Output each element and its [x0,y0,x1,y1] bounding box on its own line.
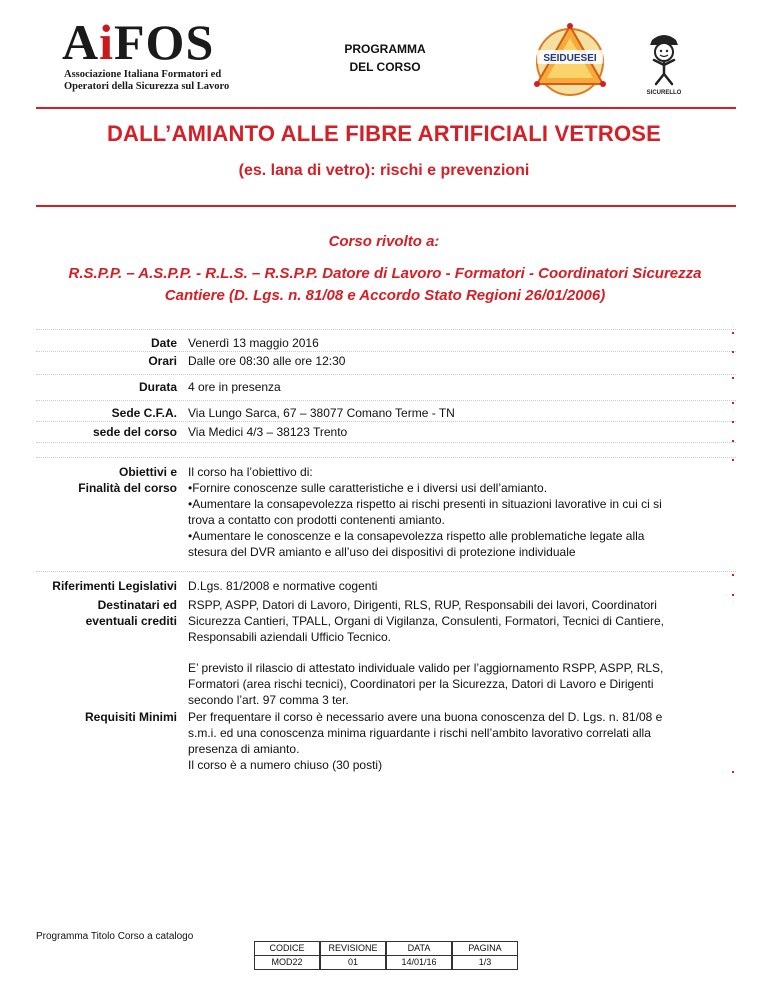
footer-table [254,941,518,970]
row-marker [732,459,734,461]
date-label: Date [150,336,177,350]
row-marker [732,332,734,334]
destinatari-label: Destinatari ed eventuali crediti [85,598,177,628]
row-divider [36,400,736,401]
durata-label: Durata [138,380,177,394]
footer-header-codice: CODICE [255,942,320,956]
obiettivi-value: Il corso ha l’obiettivo di: •Fornire conoscenze sulle caratteristiche e i diversi usi dell’amianto. •Aumentare la consapevolezza rispetto ai rischi presenti in situazioni lavorative in cui ci si trova a contatto con prodotti contenenti amianto. •Aumentare le conoscenze e la consapevolezza rispetto alle problematiche legate alla stesura del DVR amianto e all’uso dei dispositivi di protezione individuale [188,465,662,559]
course-subtitle: (es. lana di vetro): rischi e prevenzioni [238,162,530,179]
seiduesei-text: SEIDUESEI [543,53,597,64]
requisiti-value: Per frequentare il corso è necessario avere una buona conoscenza del D. Lgs. n. 81/08 e s.m.i. ed una conoscenza minima riguardante i rischi nell’ambito lavorativo correlati alla presenza di amianto. Il corso è a numero chiuso (30 posti) [188,710,663,772]
row-marker [732,574,734,576]
footer-value-codice: MOD22 [255,956,320,970]
destinatari-value: RSPP, ASPP, Datori di Lavoro, Dirigenti, RLS, RUP, Responsabili dei lavori, Coordinatori Sicurezza Cantieri, TPALL, Organi di Vigilanza, Consulenti, Formatori, Tecnici di Cantiere, Responsabili aziendali Ufficio Tecnico. [188,598,664,644]
row-marker [732,440,734,442]
row-divider [36,457,736,458]
footer-value-revisione: 01 [321,956,386,970]
sede-value: Via Lungo Sarca, 67 – 38077 Comano Terme - TN [188,406,455,420]
sede-corso-label: sede del corso [92,425,177,439]
row-divider [36,329,736,330]
riferimenti-value: D.Lgs. 81/2008 e normative cogenti [188,579,378,593]
title-bottom-rule [36,205,736,207]
requisiti-label: Requisiti Minimi [84,710,177,724]
footer-label: Programma Titolo Corso a catalogo [36,931,194,942]
footer-header-pagina: PAGINA [453,942,518,956]
durata-value: 4 ore in presenza [188,380,281,394]
audience-text: R.S.P.P. – A.S.P.P. - R.L.S. – R.S.P.P. Datore di Lavoro - Formatori - Coordinatori Sicurezza Cantiere (D. Lgs. n. 81/08 e Accordo Stato Regioni 26/01/2006) [68,265,702,304]
row-marker [732,377,734,379]
row-marker [732,421,734,423]
row-marker [732,351,734,353]
orari-value: Dalle ore 08:30 alle ore 12:30 [188,354,346,368]
sede-corso-value: Via Medici 4/3 – 38123 Trento [188,425,348,439]
sede-label: Sede C.F.A. [111,406,177,420]
programma-label: PROGRAMMA DEL CORSO [344,42,426,74]
row-marker [732,402,734,404]
row-divider [36,421,736,422]
date-value: Venerdì 13 maggio 2016 [188,336,319,350]
audience-label: Corso rivolto a: [328,233,440,250]
row-divider [36,442,736,443]
course-title: DALL’AMIANTO ALLE FIBRE ARTIFICIALI VETROSE [106,121,662,146]
row-marker [732,594,734,596]
orari-label: Orari [148,354,177,368]
aifos-logo [52,14,244,92]
seiduesei-logo [533,22,607,100]
aifos-logo-subtitle: Associazione Italiana Formatori ed Operatori della Sicurezza sul Lavoro [64,69,230,92]
attestato-value: E’ previsto il rilascio di attestato individuale valido per l’aggiornamento RSPP, ASPP, RLS, Formatori (area rischi tecnici), Coordinatori per la Sicurezza, Datori di Lavoro e Dirigenti secondo l’art. 97 comma 3 ter. [188,661,664,707]
row-divider [36,374,736,375]
footer-header-row [255,942,518,956]
footer-header-data: DATA [387,942,452,956]
footer-value-data: 14/01/16 [387,956,452,970]
row-divider [36,571,736,572]
obiettivi-label: Obiettivi e Finalità del corso [78,465,177,495]
row-marker [732,771,734,773]
row-divider [36,351,736,352]
footer-header-revisione: REVISIONE [321,942,386,956]
sicurello-logo [634,30,694,96]
footer-value-pagina: 1/3 [453,956,518,970]
title-top-rule [36,107,736,109]
sicurello-text: SICURELLO [646,90,682,96]
aifos-logo-word: AiFOS [62,14,215,70]
riferimenti-label: Riferimenti Legislativi [52,579,177,593]
footer-value-row [255,956,518,970]
